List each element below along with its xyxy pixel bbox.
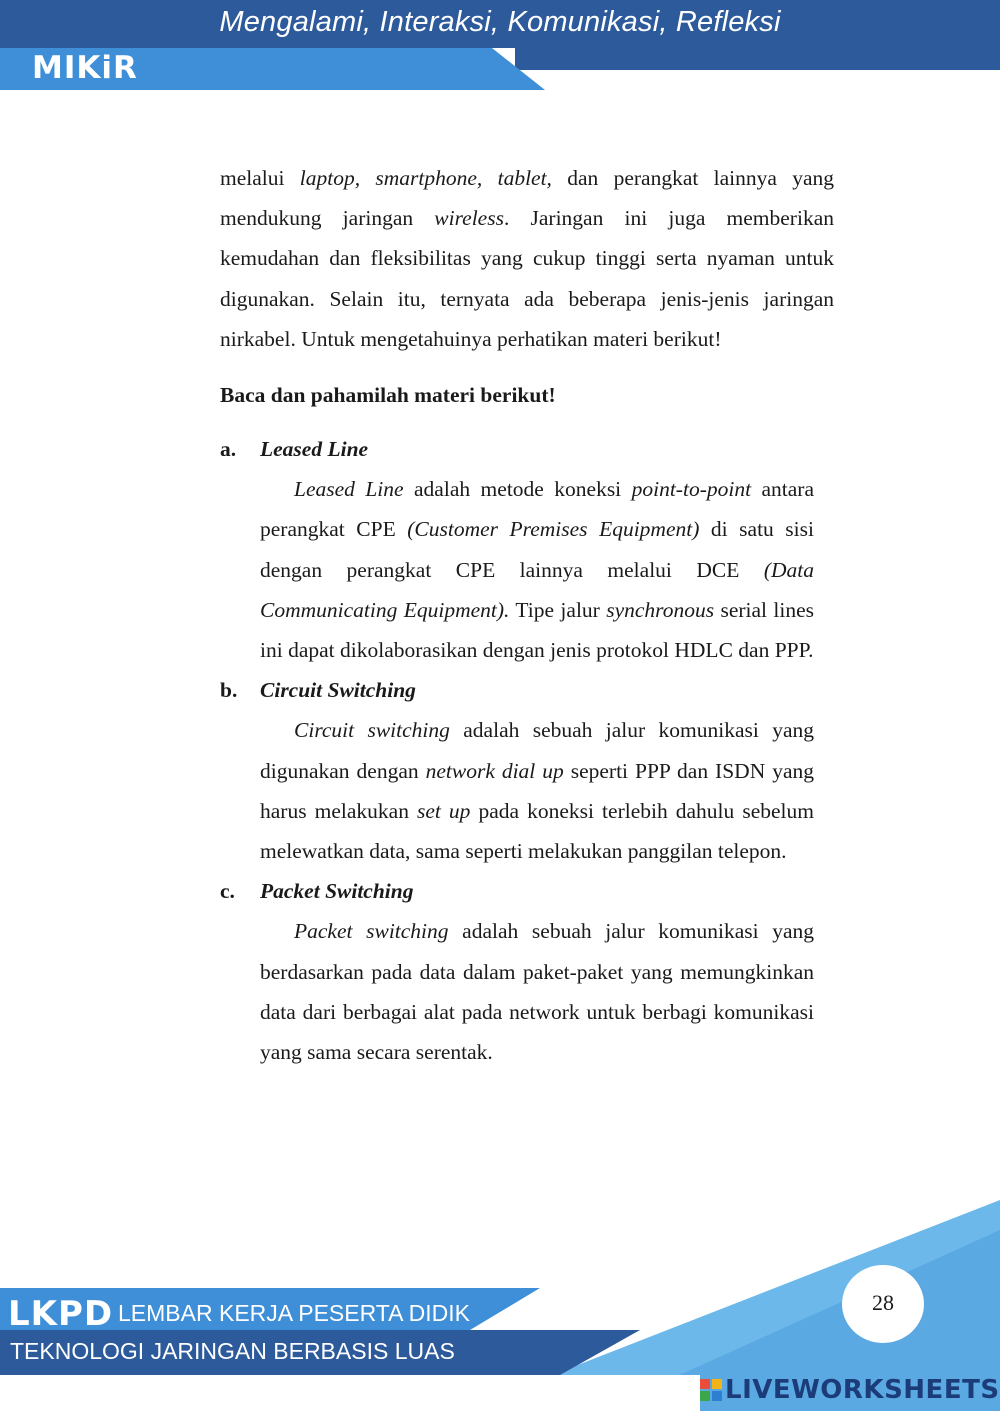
footer-subject: TEKNOLOGI JARINGAN BERBASIS LUAS [10, 1338, 455, 1364]
footer-lkpd-logo: LKPD [8, 1294, 114, 1334]
watermark-text: LIVEWORKSHEETS [725, 1375, 1000, 1405]
header-brand: MIKiR [32, 50, 138, 86]
liveworksheets-watermark[interactable] [700, 1374, 1000, 1406]
item-body: Circuit switching adalah sebuah jalur komunikasi yang digunakan dengan network dial up seperti PPP dan ISDN yang harus melakukan set up pada koneksi terlebih dahulu sebelum melewatkan data, sama seperti melakukan panggilan telepon. [260, 718, 815, 864]
liveworksheets-logo-icon [700, 1379, 722, 1401]
item-title: Leased Line [260, 437, 369, 462]
item-body: Packet switching adalah sebuah jalur komunikasi yang berdasarkan pada data dalam paket-paket yang memungkinkan data dari berbagai alat pada network untuk berbagi komunikasi yang sama secara serentak. [260, 919, 815, 1065]
intro-paragraph: melalui laptop, smartphone, tablet, dan perangkat lainnya yang mendukung jaringan wireless. Jaringan ini juga memberikan kemudahan dan fleksibilitas yang cukup tinggi serta nyaman untuk digunakan. Selain itu, ternyata ada beberapa jenis-jenis jaringan nirkabel. Untuk mengetahuinya perhatikan materi berikut! [220, 166, 834, 351]
item-letter: a. [220, 437, 237, 462]
footer-lkpd-full: LEMBAR KERJA PESERTA DIDIK [118, 1300, 470, 1326]
item-title: Packet Switching [260, 879, 414, 904]
item-title: Circuit Switching [260, 678, 416, 703]
list-item [220, 670, 815, 871]
list-item [220, 871, 815, 1072]
item-letter: c. [220, 879, 235, 904]
header-title: Mengalami, Interaksi, Komunikasi, Refleksi [219, 6, 781, 38]
item-body: Leased Line adalah metode koneksi point-to-point antara perangkat CPE (Customer Premises Equipment) di satu sisi dengan perangkat CPE lainnya melalui DCE (Data Communicating Equipment). Tipe jalur synchronous serial lines ini dapat dikolaborasikan dengan jenis protokol HDLC dan PPP. [260, 477, 815, 663]
page-number: 28 [872, 1290, 894, 1315]
list-item [220, 429, 815, 670]
page-content [220, 158, 834, 1072]
instruction-heading: Baca dan pahamilah materi berikut! [220, 383, 556, 408]
item-letter: b. [220, 678, 238, 703]
